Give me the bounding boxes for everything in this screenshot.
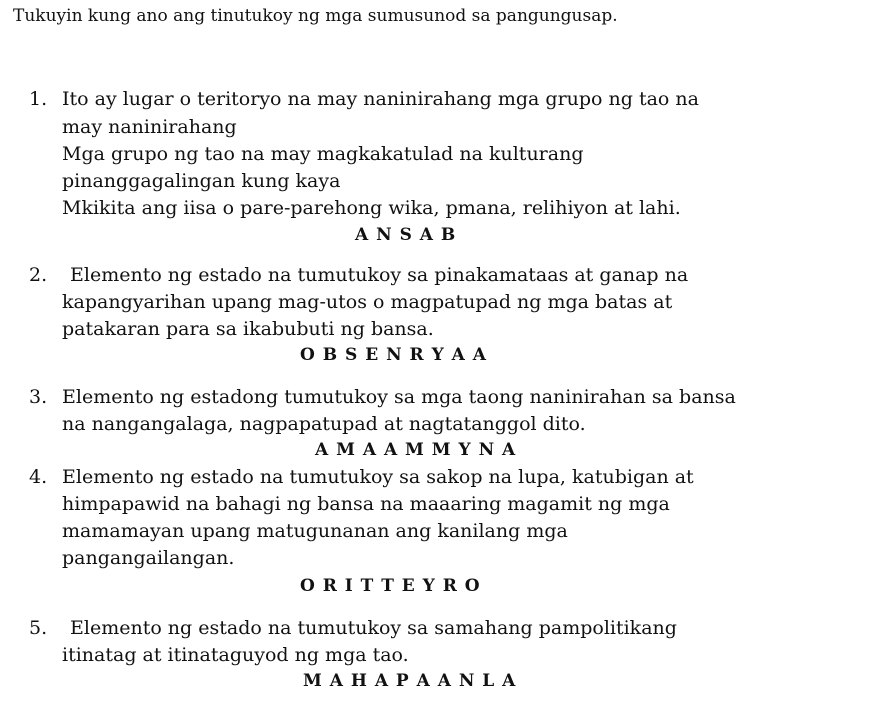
item-number: 4.: [29, 466, 48, 488]
instruction-text: Tukuyin kung ano ang tinutukoy ng mga sumusunod sa pangungusap.: [13, 6, 618, 26]
jumbled-letters: A M A A M M Y N A: [315, 440, 517, 460]
item-line: mamamayan upang matugunanan ang kanilang mga: [62, 520, 568, 542]
item-number: 1.: [29, 88, 48, 110]
item-line: Elemento ng estado na tumutukoy sa pinakamataas at ganap na: [70, 264, 689, 286]
item-line: Elemento ng estado na tumutukoy sa sakop na lupa, katubigan at: [62, 466, 694, 488]
item-line: kapangyarihan upang mag-utos o magpatupad ng mga batas at: [62, 291, 673, 313]
item-line: Ito ay lugar o teritoryo na may naninirahang mga grupo ng tao na: [62, 88, 699, 110]
item-line: patakaran para sa ikabubuti ng bansa.: [62, 318, 434, 340]
item-line: itinatag at itinataguyod ng mga tao.: [62, 644, 409, 666]
item-line: pangangailangan.: [62, 547, 235, 569]
item-number: 2.: [29, 264, 48, 286]
item-line: Elemento ng estadong tumutukoy sa mga taong naninirahan sa bansa: [62, 386, 736, 408]
item-line: Elemento ng estado na tumutukoy sa samahang pampolitikang: [70, 617, 677, 639]
jumbled-letters: M A H A P A A N L A: [303, 671, 517, 691]
jumbled-letters: O R I T T E Y R O: [300, 576, 481, 596]
item-number: 5.: [29, 617, 48, 639]
item-line: na nangangalaga, nagpapatupad at nagtatanggol dito.: [62, 413, 586, 435]
jumbled-letters: A N S A B: [355, 225, 457, 245]
item-line: may naninirahang: [62, 116, 237, 138]
jumbled-letters: O B S E N R Y A A: [300, 345, 487, 365]
item-line: pinanggagalingan kung kaya: [62, 170, 341, 192]
item-line: Mkikita ang iisa o pare-parehong wika, pmana, relihiyon at lahi.: [62, 197, 681, 219]
item-number: 3.: [29, 386, 48, 408]
item-line: Mga grupo ng tao na may magkakatulad na kulturang: [62, 143, 584, 165]
item-line: himpapawid na bahagi ng bansa na maaaring magamit ng mga: [62, 493, 670, 515]
